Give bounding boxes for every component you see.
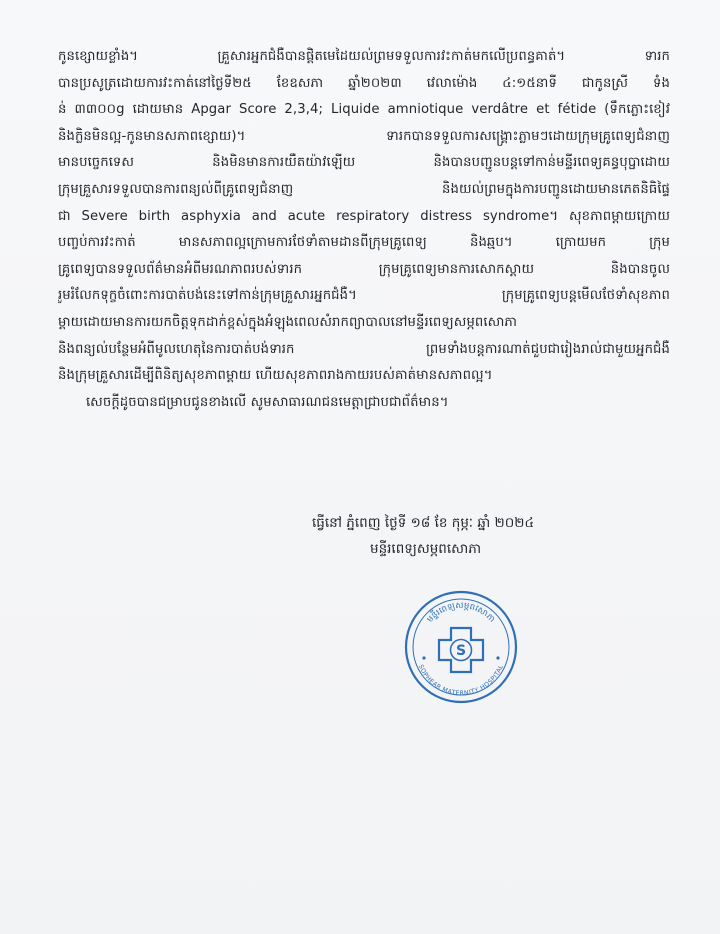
seal-center-letter: S: [455, 643, 467, 659]
body-line: ម្តាយដោយមានការយកចិត្តទុកដាក់ខ្ពស់ក្នុងអំឡុងពេលសំរាកព្យាបាលនៅមន្ទីរពេទ្យសម្ភពសោភា: [58, 314, 518, 330]
body-line: រួមរំលែកទុក្ខចំពោះការបាត់បង់នេះទៅកាន់ក្រុមគ្រួសារអ្នកជំងឺ។ ក្រុមគ្រូពេទ្យបន្តមើលថែទាំសុខភាព: [58, 288, 670, 304]
body-line: និងក្រុមគ្រួសារដើម្បីពិនិត្យសុខភាពម្តាយ ហើយសុខភាពរាងកាយរបស់គាត់មានសភាពល្អ។: [58, 368, 493, 384]
body-line: និងក្លិនមិនល្អ-កូនមានសភាពខ្សោយ)។ ទារកបានទទួលការសង្គ្រោះភ្លាមៗដោយក្រុមគ្រូពេទ្យជំនាញ: [58, 128, 670, 144]
body-line: ជា Severe birth asphyxia and acute respiratory distress syndrome។ សុខភាពម្តាយក្រោយ: [58, 208, 670, 224]
body-line: បញ្ចប់ការវះកាត់ មានសភាពល្អក្រោមការថែទាំតាមដានពីក្រុមគ្រូពេទ្យ និងឆ្មប។ ក្រោយមក ក្រុម: [58, 235, 670, 251]
body-line: មានបច្ចេកទេស និងមិនមានការយឺតយ៉ាវឡើយ និងបានបញ្ជូនបន្តទៅកាន់មន្ទីរពេទ្យគន្ធបុប្ផាដោយ: [58, 155, 670, 171]
seal-top-text: មន្ទីរពេទ្យសម្ភពសោភា: [425, 600, 497, 625]
signoff-block: [312, 510, 612, 562]
body-line: និងពន្យល់បន្ថែមអំពីមូលហេតុនៃការបាត់បង់ទារក ព្រមទាំងបន្តការណាត់ជួបជារៀងរាល់ជាមួយអ្នកជំងឺ: [58, 341, 670, 357]
letter-body: [58, 44, 670, 416]
body-line: បានប្រសូត្រដោយការវះកាត់នៅថ្ងៃទី២៥ ខែឧសភា ឆ្នាំ២០២៣ វេលាម៉ោង ៤:១៥នាទី ជាកូនស្រី ទំង: [58, 75, 670, 91]
seal-bottom-text: SOPHEAR MATERNITY HOSPITAL: [416, 663, 506, 698]
date-line: ធ្វើនៅ ភ្នំពេញ ថ្ងៃទី ១៨ ខែ កុម្ភៈ ឆ្នាំ ២០២៤: [312, 515, 535, 531]
body-line: ន់ ៣៣០០g ដោយមាន Apgar Score 2,3,4; Liquide amniotique verdâtre et fétide (ទឹកភ្លោះខៀវ: [58, 102, 670, 118]
body-line: គ្រូពេទ្យបានទទួលព័ត៌មានអំពីមរណភាពរបស់ទារក ក្រុមគ្រូពេទ្យមានការសោកស្តាយ និងបានចូល: [58, 261, 670, 277]
hospital-seal-icon: [402, 588, 520, 706]
issuing-office: មន្ទីរពេទ្យសម្ភពសោភា: [370, 541, 482, 557]
body-line: កូនខ្សោយខ្លាំង។ គ្រួសារអ្នកជំងឺបានផ្តិតមេដៃយល់ព្រមទទួលការវះកាត់មកលើប្រពន្ធគាត់។ ទារក: [58, 49, 670, 64]
body-line: ក្រុមគ្រួសារទទួលបានការពន្យល់ពីគ្រូពេទ្យជំនាញ និងយល់ព្រមក្នុងការបញ្ជូនដោយមានភេតនិធិផ្ទៃ: [58, 181, 670, 197]
closing-line: សេចក្តីដូចបានជម្រាបជូនខាងលើ សូមសាធារណជនមេត្តាជ្រាបជាព័ត៌មាន។: [86, 394, 449, 410]
